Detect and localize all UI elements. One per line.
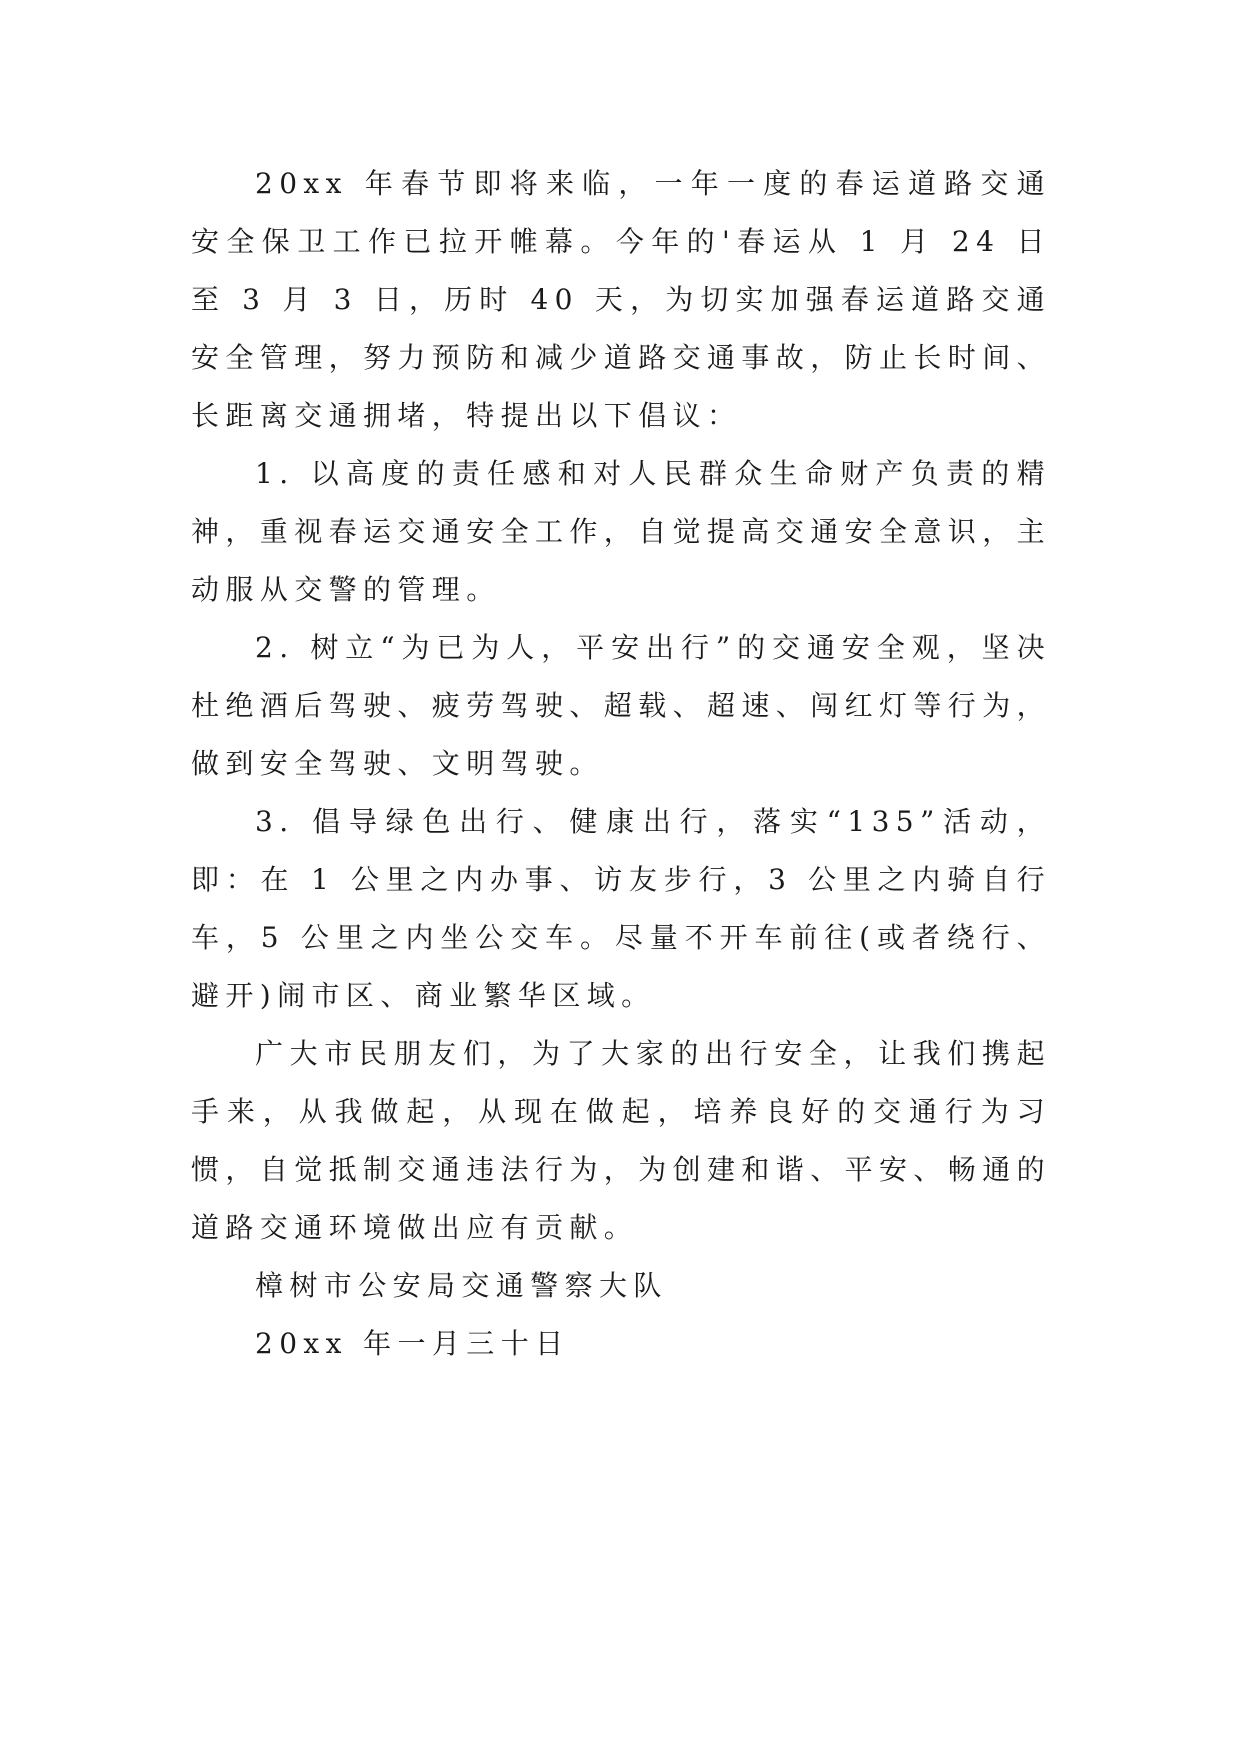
- proposal-item-1: 1. 以高度的责任感和对人民群众生命财产负责的精神，重视春运交通安全工作，自觉提高交通安全意识，主动服从交警的管理。: [191, 457, 1052, 606]
- signature-date: 20xx 年一月三十日: [255, 1327, 570, 1360]
- intro-paragraph: 20xx 年春节即将来临，一年一度的春运道路交通安全保卫工作已拉开帷幕。今年的'春运从 1 月 24 日至 3 月 3 日，历时 40 天，为切实加强春运道路交通安全管理，努力预防和减少道路交通事故，防止长时间、长距离交通拥堵，特提出以下倡议：: [191, 167, 1052, 432]
- proposal-item-3: 3. 倡导绿色出行、健康出行，落实“135”活动，即：在 1 公里之内办事、访友步行，3 公里之内骑自行车，5 公里之内坐公交车。尽量不开车前往(或者绕行、避开)闹市区、商业繁华区域。: [191, 805, 1051, 1012]
- proposal-item-2: 2. 树立“为已为人，平安出行”的交通安全观，坚决杜绝酒后驾驶、疲劳驾驶、超载、超速、闯红灯等行为，做到安全驾驶、文明驾驶。: [191, 631, 1052, 780]
- signature-organization: 樟树市公安局交通警察大队: [255, 1269, 668, 1302]
- closing-paragraph: 广大市民朋友们，为了大家的出行安全，让我们携起手来，从我做起，从现在做起，培养良好的交通行为习惯，自觉抵制交通违法行为，为创建和谐、平安、畅通的道路交通环境做出应有贡献。: [191, 1037, 1052, 1244]
- document-body: [191, 155, 1051, 1373]
